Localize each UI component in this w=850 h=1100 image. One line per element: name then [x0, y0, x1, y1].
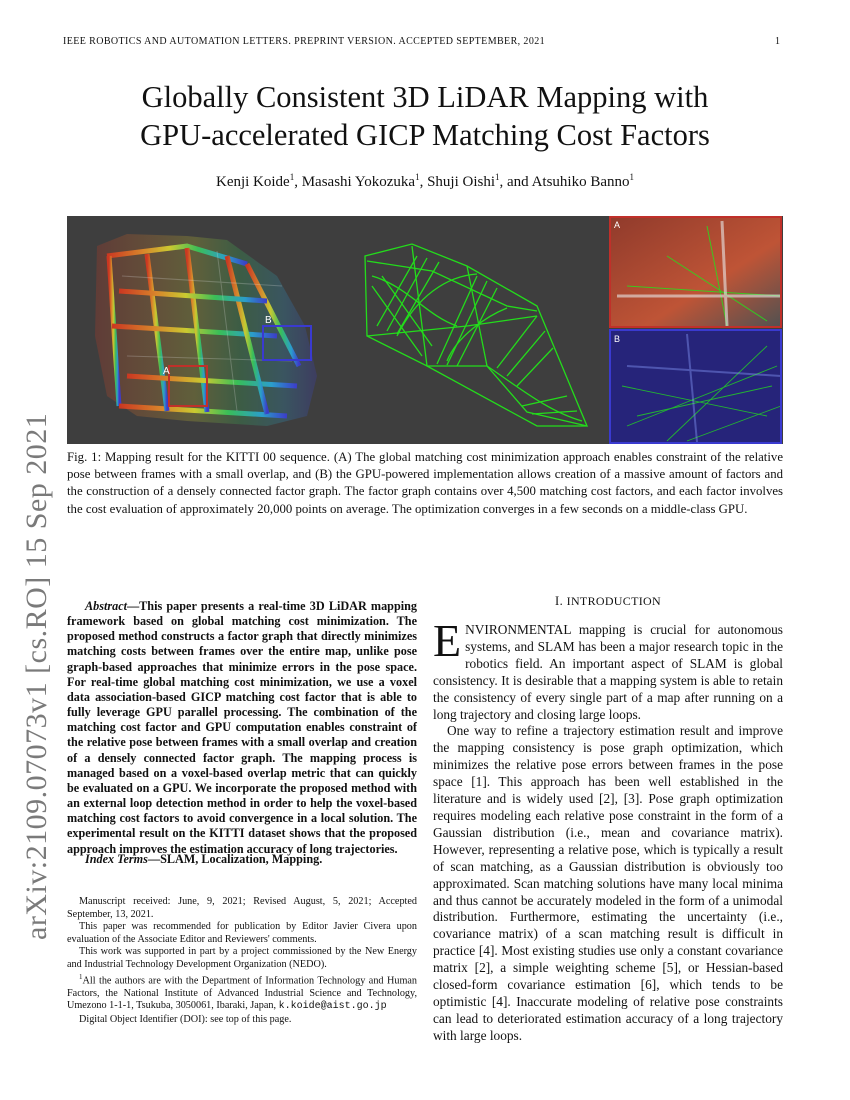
introduction-body	[433, 615, 783, 1045]
footnote-support: This work was supported in part by a project commissioned by the New Energy and Industrial Technology Development Organization (NEDO).	[67, 946, 417, 970]
footnote-doi: Digital Object Identifier (DOI): see top of this page.	[79, 1013, 292, 1025]
footnote-recommended: This paper was recommended for publication by Editor Javier Civera upon evaluation of the Associate Editor and Reviewers' comments.	[67, 921, 417, 945]
index-terms	[67, 852, 417, 867]
author-separator: , and	[499, 174, 532, 190]
section-number: I.	[555, 594, 564, 608]
drop-cap: E	[433, 615, 462, 666]
footnote-mark: 1	[79, 973, 83, 981]
inset-label-b: B	[614, 334, 621, 344]
figure-label-a: A	[163, 366, 170, 377]
index-terms-text: —SLAM, Localization, Mapping.	[147, 852, 323, 866]
inset-b	[610, 330, 781, 443]
title-line-2: GPU-accelerated GICP Matching Cost Factors	[140, 118, 710, 152]
paper-title	[60, 78, 790, 154]
page-number: 1	[775, 36, 780, 47]
intro-text-1: mapping is crucial for autonomous systems, and SLAM has been a major research topic in the robotics field. An important aspect of SLAM is global consistency. It is desirable that a mapping system is able to retain the consistency of every single part of a map after running on a long trajectory and closing large loops.	[433, 622, 783, 722]
arxiv-stamp: arXiv:2109.07073v1 [cs.RO] 15 Sep 2021	[20, 412, 53, 940]
index-terms-lead: Index Terms	[85, 852, 148, 866]
email-link[interactable]: k.koide@aist.go.jp	[278, 1001, 387, 1013]
author-name: Kenji Koide	[215, 174, 290, 190]
intro-caps-word: NVIRONMENTAL	[465, 622, 572, 637]
footnote-affiliation	[67, 971, 417, 1014]
inset-a	[610, 217, 781, 327]
inset-label-a: A	[614, 220, 621, 230]
figure-image	[67, 216, 783, 444]
footnote-received: Manuscript received: June, 9, 2021; Revised August, 5, 2021; Accepted September, 13, 2021.	[67, 896, 417, 920]
abstract	[67, 599, 417, 857]
figure-label-b: B	[265, 315, 272, 326]
figure-mapping-result	[67, 216, 783, 444]
affiliation-text: All the authors are with the Department of Information Technology and Human Factors, the National Institute of Advanced Industrial Science and Technology, Umezono 1-1-1, Tsukuba, 3050061, Ibaraki, Japan,	[67, 975, 417, 1012]
author-affil: 1	[629, 172, 635, 182]
author-separator: ,	[419, 174, 428, 190]
figure-caption: Fig. 1: Mapping result for the KITTI 00 sequence. (A) The global matching cost minimization approach enables constraint of the relative pose between frames with a small overlap, and (B) the GPU-powered implementation allows creation of a massive amount of factors and the construction of a densely connected factor graph. The factor graph contains over 4,500 matching cost factors, and each factor involves the cost evaluation of approximately 20,000 points on average. The optimization converges in a few seconds on a middle-class GPU.	[67, 450, 783, 516]
abstract-lead: Abstract	[85, 599, 127, 613]
author-name: Masashi Yokozuka	[301, 174, 416, 190]
author-affil: 1	[415, 172, 420, 182]
intro-paragraph-2: One way to refine a trajectory estimation result and improve the mapping consistency is pose graph optimization, which minimizes the relative pose errors between frames in the pose space [1]. This approach has been well established in the literature and is widely used [2], [3]. Pose graph optimization requires modeling each relative pose constraint in the form of a Gaussian distribution (i.e., mean and covariance matrix). However, representing a relative pose, which is typically a result of scan matching, as a Gaussian distribution is obviously too approximated. Scan matching solutions have many local minima and thus cannot be accurately modeled in the form of a unimodal distribution. Furthermore, estimating the uncertainty (i.e., covariance matrix) of a scan matching result is difficult in practice [4]. Most existing studies use only a constant covariance matrix [2], a simple weighting scheme [5], or Hessian-based closed-form covariance estimation [6], which tends to be optimistic [4]. Inaccurate modeling of relative pose constraints can lead to deteriorated estimation accuracy of a long trajectory with large loops.	[433, 723, 783, 1043]
title-line-1: Globally Consistent 3D LiDAR Mapping with	[141, 80, 709, 114]
abstract-text: —This paper presents a real-time 3D LiDAR mapping framework based on global matching cost minimization. The proposed method constructs a factor graph that directly minimizes matching costs between frames over the entire map, unlike pose graph-based approaches that minimize errors in the pose space. For real-time global matching cost minimization, we use a voxel data association-based GICP matching cost factor that is able to fully leverage GPU parallel processing. The combination of the matching cost factor and GPU computation enables constraint of the relative pose between frames with a small overlap and creation of a densely connected factor graph. The mapping process is managed based on a voxel-based overlap metric that can quickly be evaluated on a GPU. We incorporate the proposed method with an external loop detection method in order to help the voxel-based matching cost factors to avoid convergence in a local solution. The experimental result on the KITTI dataset shows that the proposed approach improves the estimation accuracy of long trajectories.	[67, 599, 417, 856]
section-title: INTRODUCTION	[566, 594, 661, 608]
author-affil: 1	[495, 172, 500, 182]
author-name: Atsuhiko Banno	[531, 174, 630, 190]
running-header: IEEE ROBOTICS AND AUTOMATION LETTERS. PREPRINT VERSION. ACCEPTED SEPTEMBER, 2021	[63, 36, 546, 47]
author-affil: 1	[289, 172, 295, 182]
intro-paragraph-1	[433, 615, 783, 723]
author-list	[60, 172, 790, 191]
section-heading	[433, 594, 783, 609]
author-name: Shuji Oishi	[427, 174, 495, 190]
footnotes	[67, 896, 417, 1026]
author-separator: ,	[294, 174, 302, 190]
